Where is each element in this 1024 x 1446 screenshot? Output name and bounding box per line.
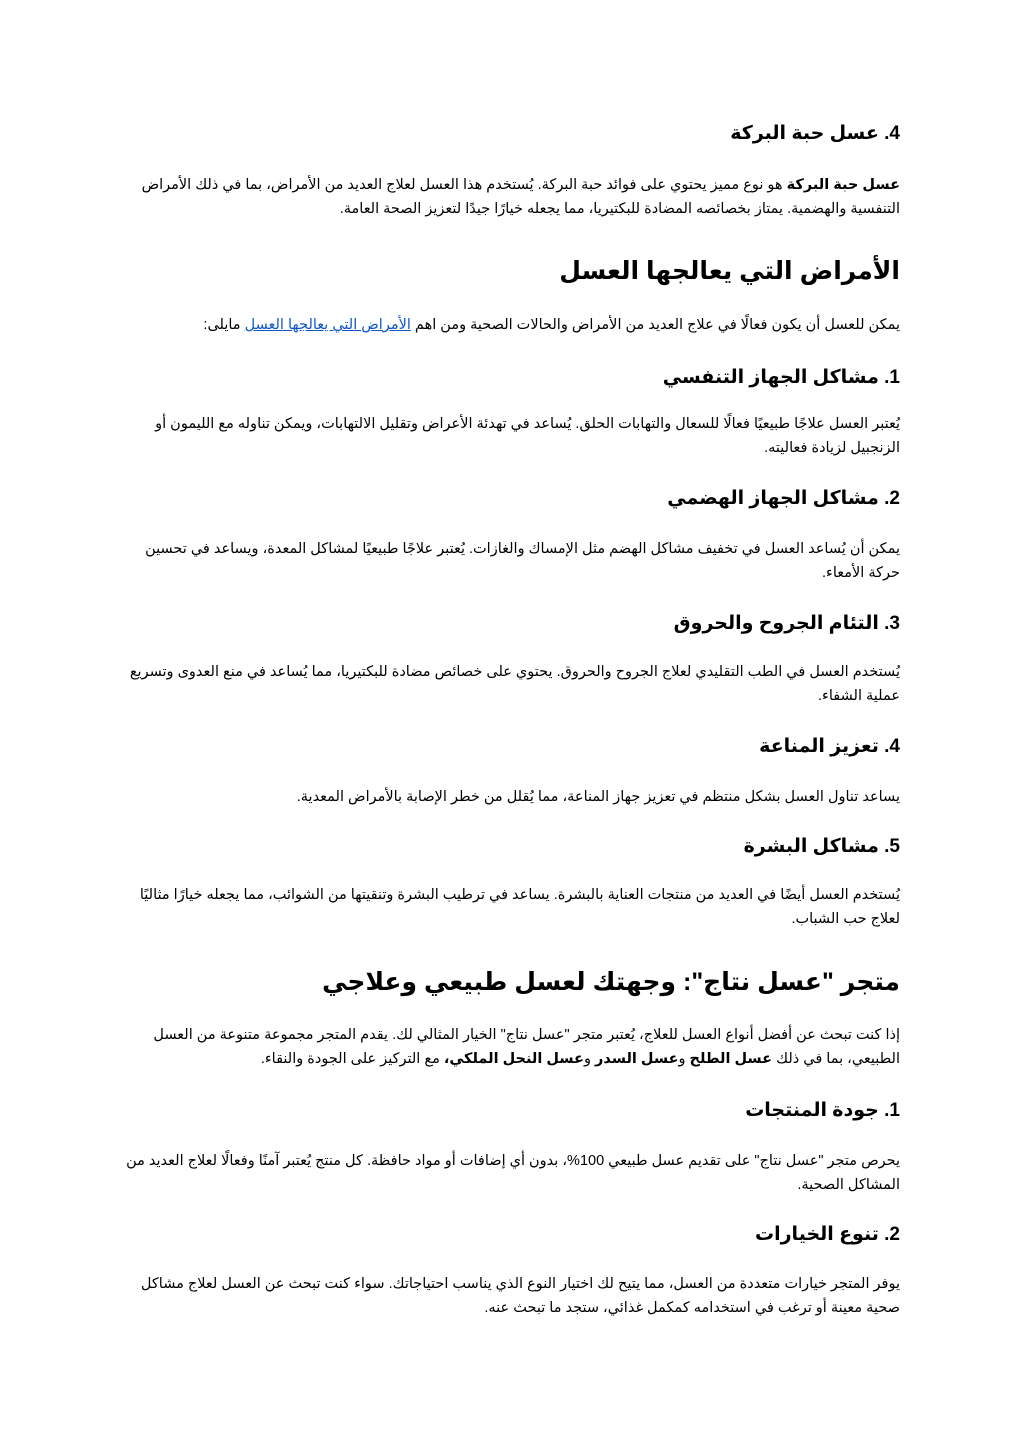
item-paragraph <box>124 1272 900 1320</box>
intro-text-end: مايلى: <box>203 317 245 333</box>
heading-digestive: 2. مشاكل الجهاز الهضمي <box>667 488 900 509</box>
section-title <box>124 255 900 287</box>
heading-black-seed-honey: 4. عسل حبة البركة <box>730 123 900 144</box>
item-paragraph <box>124 883 900 931</box>
heading-wounds: 3. التئام الجروح والحروق <box>673 613 900 634</box>
item-heading <box>124 835 900 859</box>
heading-store: متجر "عسل نتاج": وجهتك لعسل طبيعي وعلاجي <box>322 968 900 996</box>
paragraph-skin: يُستخدم العسل أيضًا في العديد من منتجات العناية بالبشرة. يساعد في ترطيب البشرة وتنقيتها من الشوائب، مما يجعله خيارًا مثاليًا لعلاج حب الشباب. <box>139 887 900 927</box>
heading-quality: 1. جودة المنتجات <box>745 1100 900 1121</box>
intro-text: يمكن للعسل أن يكون فعالًا في علاج العديد من الأمراض والحالات الصحية ومن اهم <box>410 317 900 333</box>
paragraph-wounds: يُستخدم العسل في الطب التقليدي لعلاج الجروح والحروق. يحتوي على خصائص مضادة للبكتيريا، مما يُساعد في منع العدوى وتسريع عملية الشفاء. <box>129 664 900 704</box>
paragraph-black-seed-honey <box>124 173 900 221</box>
item-paragraph <box>124 1149 900 1197</box>
paragraph-digestive: يمكن أن يُساعد العسل في تخفيف مشاكل الهضم مثل الإمساك والغازات. يُعتبر علاجًا طبيعيًا لمشاكل المعدة، ويساعد في تحسين حركة الأمعاء. <box>145 541 900 581</box>
paragraph-diseases-intro <box>124 313 900 337</box>
item-heading <box>124 612 900 636</box>
heading-skin: 5. مشاكل البشرة <box>743 836 900 857</box>
item-heading <box>124 1223 900 1247</box>
heading-immunity: 4. تعزيز المناعة <box>759 736 900 757</box>
bold-royal-honey: عسل النحل الملكي، <box>443 1051 584 1067</box>
item-heading <box>124 735 900 759</box>
heading-variety: 2. تنوع الخيارات <box>755 1224 900 1245</box>
heading-diseases: الأمراض التي يعالجها العسل <box>559 257 900 285</box>
bold-honey-talh: عسل الطلح <box>689 1051 773 1067</box>
diseases-link[interactable]: الأمراض التي يعالجها العسل <box>244 317 411 333</box>
paragraph-text: هو نوع مميز يحتوي على فوائد حبة البركة. يُستخدم هذا العسل لعلاج العديد من الأمراض، بما في ذلك الأمراض التنفسية والهضمية. يمتاز بخصائصه المضادة للبكتيريا، مما يجعله خيارًا جيدًا لتعزيز الصحة العامة. <box>141 177 900 217</box>
item-paragraph <box>124 537 900 585</box>
paragraph-immunity: يساعد تناول العسل بشكل منتظم في تعزيز جهاز المناعة، مما يُقلل من خطر الإصابة بالأمراض المعدية. <box>296 789 900 805</box>
item-paragraph <box>124 660 900 708</box>
store-intro-text: إذا كنت تبحث عن أفضل أنواع العسل للعلاج، يُعتبر متجر "عسل نتاج" الخيار المثالي لك. يقدم المتجر مجموعة متنوعة من العسل الطبيعي، بما في ذلك <box>153 1027 900 1067</box>
bold-term: عسل حبة البركة <box>786 177 900 193</box>
separator: و <box>583 1051 595 1067</box>
item-heading <box>124 1099 900 1123</box>
separator: و <box>678 1051 690 1067</box>
item-heading <box>124 487 900 511</box>
heading-respiratory: 1. مشاكل الجهاز التنفسي <box>662 367 900 388</box>
paragraph-variety: يوفر المتجر خيارات متعددة من العسل، مما يتيح لك اختيار النوع الذي يناسب احتياجاتك. سواء كنت تبحث عن العسل لعلاج مشاكل صحية معينة أو ترغب في استخدامه كمكمل غذائي، ستجد ما تبحث عنه. <box>140 1276 900 1316</box>
item-heading <box>124 366 900 390</box>
store-intro-end: مع التركيز على الجودة والنقاء. <box>260 1051 444 1067</box>
item-paragraph <box>124 412 900 460</box>
paragraph-store-intro <box>124 1023 900 1071</box>
section-title <box>124 966 900 998</box>
bold-honey-sidr: عسل السدر <box>594 1051 679 1067</box>
section-heading <box>124 122 900 146</box>
paragraph-quality: يحرص متجر "عسل نتاج" على تقديم عسل طبيعي 100%، بدون أي إضافات أو مواد حافظة. كل منتج يُعتبر آمنًا وفعالًا لعلاج العديد من المشاكل الصحية. <box>126 1153 900 1193</box>
paragraph-respiratory: يُعتبر العسل علاجًا طبيعيًا فعالًا للسعال والتهابات الحلق. يُساعد في تهدئة الأعراض وتقليل الالتهابات، ويمكن تناوله مع الليمون أو الزنجبيل لزيادة فعاليته. <box>155 416 900 456</box>
item-paragraph <box>124 785 900 809</box>
